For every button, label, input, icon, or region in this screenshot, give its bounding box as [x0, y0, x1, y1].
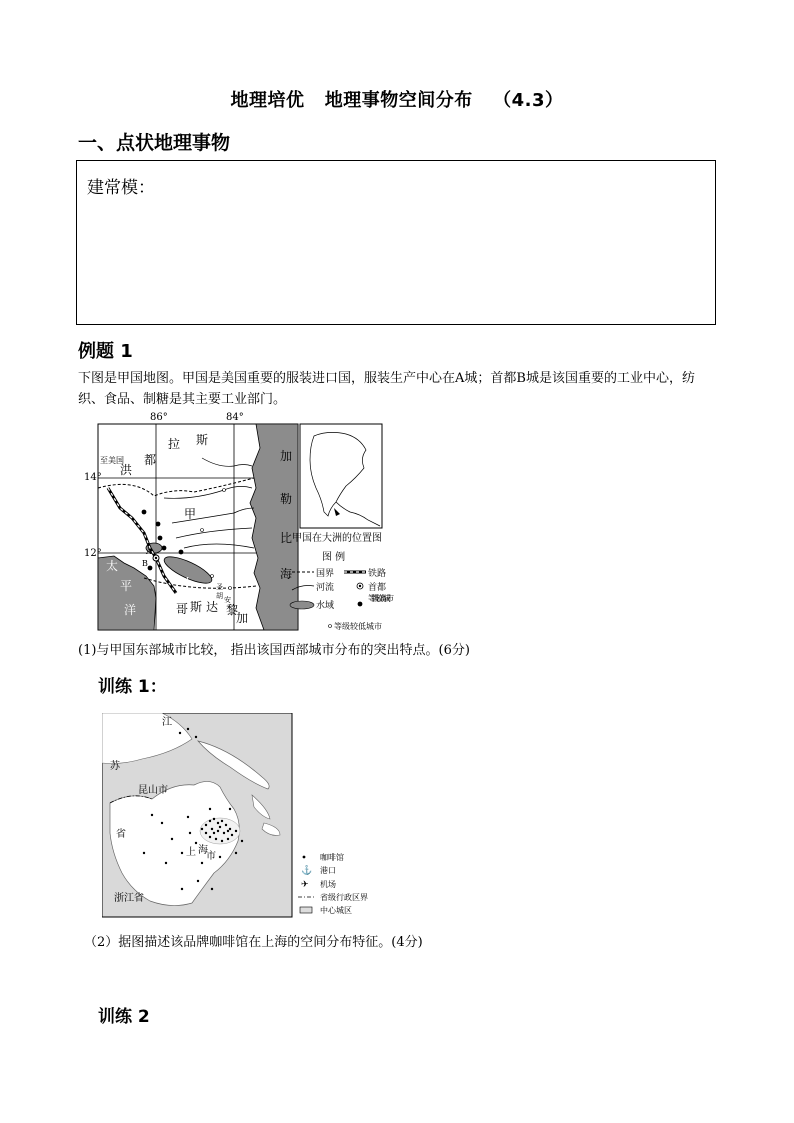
svg-text:港口: 港口 — [320, 866, 336, 875]
svg-text:斯: 斯 — [190, 600, 203, 614]
svg-text:江: 江 — [162, 717, 172, 728]
model-box — [76, 160, 716, 325]
svg-text:昆山市: 昆山市 — [138, 785, 168, 796]
svg-text:洋: 洋 — [124, 603, 137, 617]
country-map — [84, 408, 414, 636]
svg-text:海: 海 — [280, 567, 293, 581]
svg-text:省级行政区界: 省级行政区界 — [320, 893, 368, 902]
svg-text:浙江省: 浙江省 — [114, 893, 144, 904]
svg-text:比: 比 — [280, 531, 293, 545]
svg-text:平: 平 — [120, 579, 133, 593]
example-question: (1)与甲国东部城市比较， 指出该国西部城市分布的突出特点。(6分) — [78, 643, 470, 658]
svg-text:勒: 勒 — [280, 492, 293, 506]
svg-text:哥: 哥 — [176, 602, 189, 616]
svg-text:国界: 国界 — [316, 569, 335, 579]
svg-text:甲: 甲 — [184, 507, 197, 521]
lake-label: L — [186, 576, 192, 585]
svg-text:中心城区: 中心城区 — [320, 906, 352, 915]
svg-text:斯: 斯 — [196, 433, 209, 447]
inset-caption: 甲国在大洲的位置图 — [292, 533, 382, 544]
svg-text:圣: 圣 — [216, 583, 223, 591]
svg-text:等级较高城市: 等级较高城市 — [368, 594, 394, 603]
svg-text:胡: 胡 — [216, 592, 223, 600]
svg-text:河流: 河流 — [316, 583, 335, 593]
training-heading-2: 训练 2 — [98, 1007, 150, 1027]
example-heading: 例题 1 — [78, 341, 133, 362]
svg-text:黎: 黎 — [226, 603, 239, 617]
page-title: 地理培优 地理事物空间分布 （4.3） — [230, 90, 564, 111]
svg-text:✈: ✈ — [301, 880, 309, 890]
svg-text:上: 上 — [186, 847, 196, 858]
model-box-label: 建常模： — [87, 178, 155, 198]
lat-label: 14° — [84, 472, 102, 483]
shanghai-cafe-map — [102, 713, 402, 918]
svg-text:都: 都 — [144, 453, 157, 467]
svg-text:安: 安 — [224, 596, 231, 604]
svg-text:太: 太 — [106, 559, 119, 573]
svg-text:机场: 机场 — [320, 880, 336, 889]
svg-text:苏: 苏 — [110, 761, 120, 772]
city-a-label: A — [146, 547, 152, 556]
svg-text:⚓: ⚓ — [301, 866, 313, 876]
training-question: （2）据图描述该品牌咖啡馆在上海的空间分布特征。(4分) — [84, 935, 423, 950]
to-usa-label: 至美国 — [100, 456, 124, 465]
city-b-label: B — [142, 559, 148, 568]
lon-label: 84° — [226, 412, 244, 423]
svg-text:首都: 首都 — [368, 583, 387, 593]
svg-text:达: 达 — [206, 600, 219, 614]
svg-text:海: 海 — [198, 845, 208, 856]
svg-text:铁路: 铁路 — [368, 569, 387, 579]
example-description: 下图是甲国地图。甲国是美国重要的服装进口国，服装生产中心在A城；首都B城是该国重要的工业中心，纺织、食品、制糖是其主要工业部门。 — [78, 371, 695, 407]
svg-text:咖啡馆: 咖啡馆 — [320, 853, 344, 862]
svg-text:加: 加 — [236, 611, 249, 625]
section-heading: 一、点状地理事物 — [78, 132, 231, 154]
svg-text:等级较低城市: 等级较低城市 — [334, 622, 382, 631]
lat-label: 12° — [84, 548, 102, 559]
legend-title: 图 例 — [322, 552, 346, 563]
svg-text:省: 省 — [116, 829, 126, 840]
svg-text:洪: 洪 — [120, 463, 133, 477]
svg-text:水域: 水域 — [316, 601, 335, 611]
lon-label: 86° — [150, 412, 168, 423]
svg-text:加: 加 — [280, 449, 293, 463]
svg-text:拉: 拉 — [168, 437, 181, 451]
svg-text:市: 市 — [206, 851, 216, 862]
training-heading: 训练 1： — [98, 677, 167, 697]
